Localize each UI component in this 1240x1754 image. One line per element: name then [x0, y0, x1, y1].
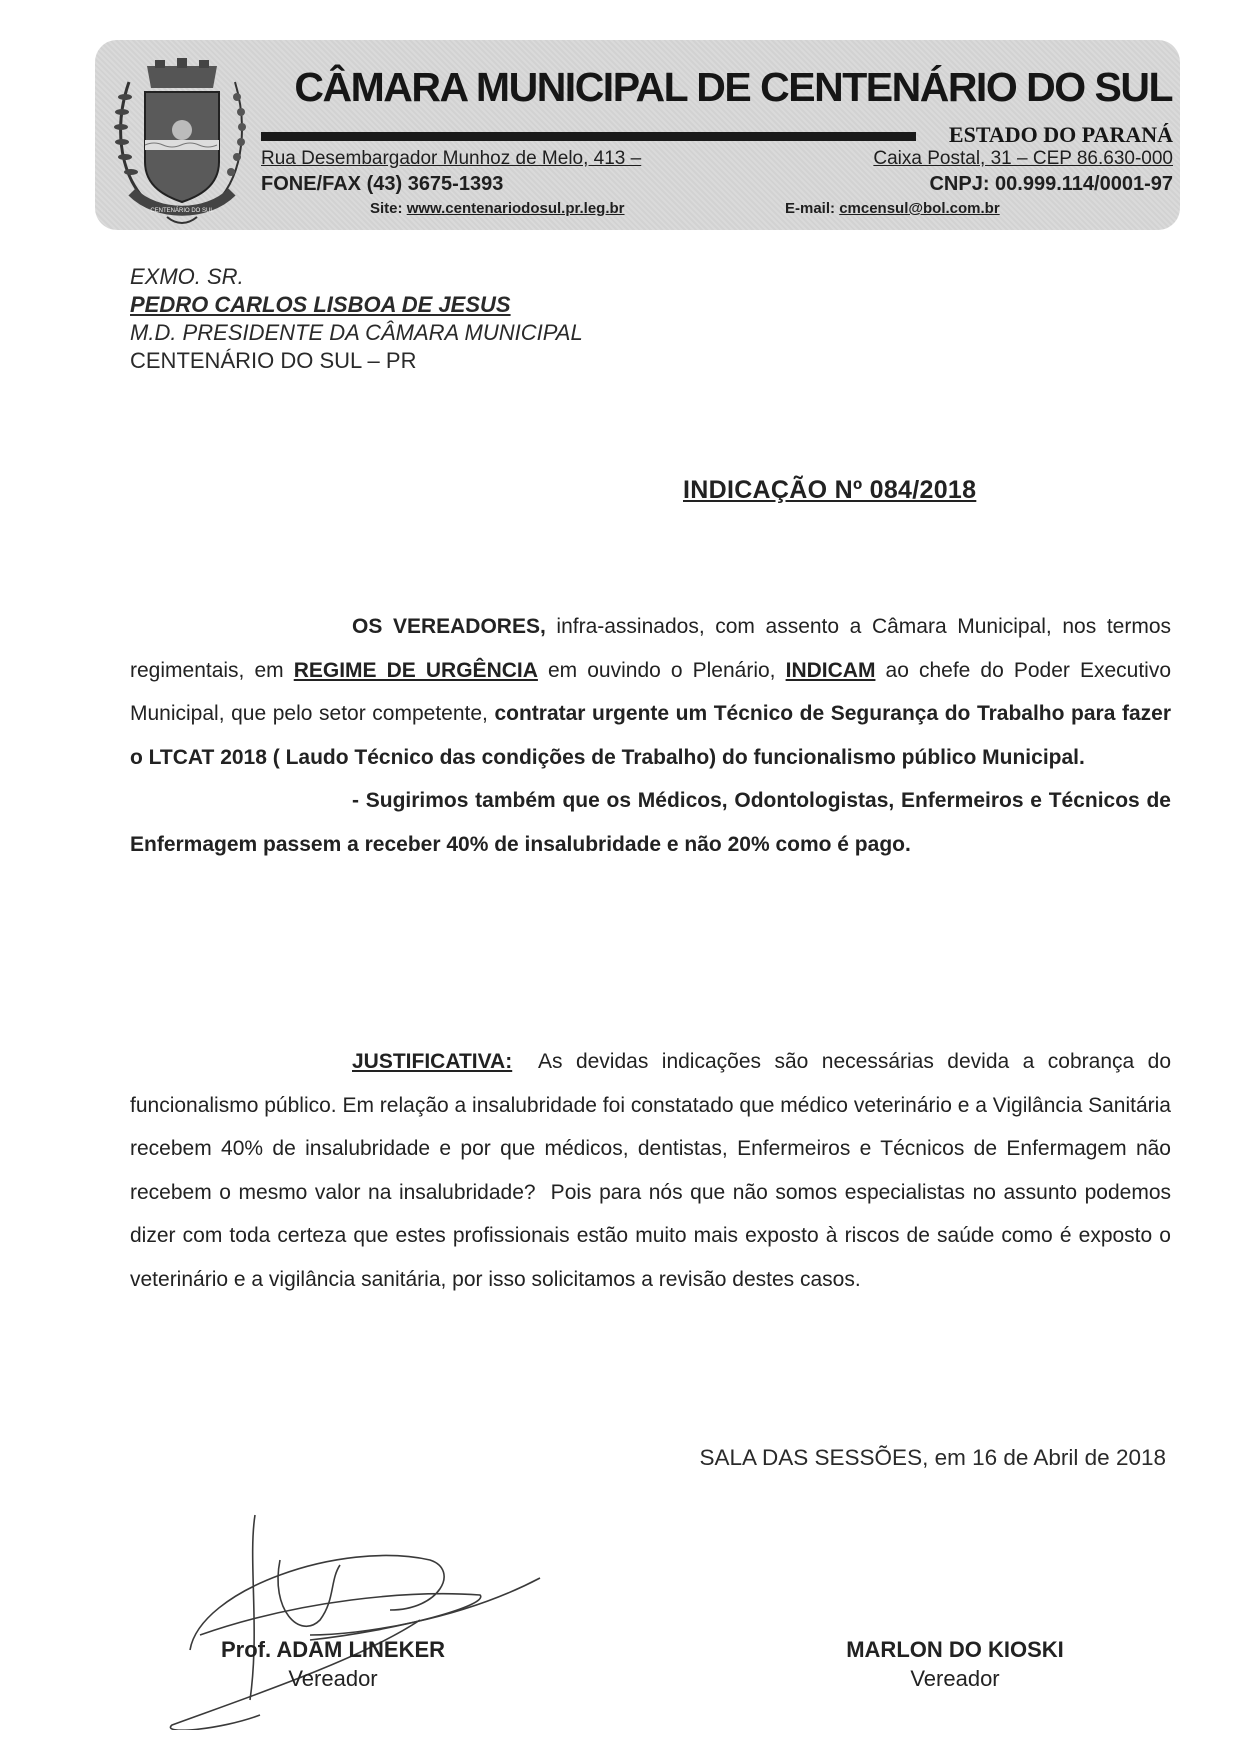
indicam-text: INDICAM: [785, 658, 876, 682]
body-text: em ouvindo o Plenário,: [537, 658, 786, 682]
site-link[interactable]: www.centenariodosul.pr.leg.br: [406, 200, 625, 217]
cnpj: CNPJ: 00.999.114/0001-97: [929, 173, 1173, 195]
request-text: contratar urgente um Técnico de Segurança do Trabalho para fazer o LTCAT 2018 ( Laudo Técnico das condições de Trabalho) do funcionalismo público Municipal.: [130, 702, 1171, 769]
document-title: INDICAÇÃO Nº 084/2018: [683, 476, 977, 504]
phone-fax: FONE/FAX (43) 3675-1393: [261, 173, 504, 195]
letterhead: [95, 40, 1180, 230]
svg-text:CENTENÁRIO DO SUL: CENTENÁRIO DO SUL: [150, 208, 214, 214]
justification-label: JUSTIFICATIVA:: [352, 1050, 513, 1073]
justification-text: As devidas indicações são necessárias devida a cobrança do funcionalismo público. Em relação a insalubridade foi constatado que médico veterinário e a Vigilância Sanitária recebem 40% de insalubridade e por que médicos, dentistas, Enfermeiros e Técnicos de Enfermagem não recebem o mesmo valor na insalubridade? Pois para nós que não somos especialistas no assunto podemos dizer com toda certeza que estes profissionais estão muito mais exposto à riscos de saúde como é exposto o veterinário e a vigilância sanitária, por isso solicitamos a revisão destes casos.: [130, 1050, 1177, 1291]
lead-text: OS VEREADORES,: [352, 615, 546, 638]
salutation: EXMO. SR.: [130, 264, 244, 289]
street-address: Rua Desembargador Munhoz de Melo, 413 –: [261, 148, 642, 169]
session-date: SALA DAS SESSÕES, em 16 de Abril de 2018: [699, 1445, 1166, 1470]
signatory-role: Vereador: [288, 1666, 378, 1691]
header-divider: [261, 132, 916, 141]
address: [261, 148, 1173, 170]
signatory-name: MARLON DO KIOSKI: [846, 1637, 1064, 1662]
email-link[interactable]: cmcensul@bol.com.br: [839, 200, 1000, 217]
signatory-name: Prof. ADAM LINEKER: [220, 1637, 446, 1662]
institution-name: CÂMARA MUNICIPAL DE CENTENÁRIO DO SUL: [294, 64, 1172, 110]
addressee-location: CENTENÁRIO DO SUL – PR: [130, 348, 417, 373]
suggestion-text: - Sugirimos também que os Médicos, Odontologistas, Enfermeiros e Técnicos de Enfermagem passem a receber 40% de insalubridade e não 20% como é pago.: [130, 789, 1171, 856]
handwritten-signature-icon: [160, 1500, 620, 1730]
website: [370, 200, 625, 217]
state-name: ESTADO DO PARANÁ: [948, 122, 1173, 147]
justification-paragraph: [130, 1040, 1177, 1301]
body-text: infra-assinados, com assento a Câmara Municipal, nos termos regimentais, em: [130, 615, 1171, 682]
urgency-text: REGIME DE URGÊNCIA: [293, 658, 538, 682]
body-text: ao chefe do Poder Executivo Municipal, que pelo setor competente,: [130, 658, 1172, 725]
addressee-block: [130, 263, 583, 375]
email: [785, 200, 1000, 217]
indication-paragraph: [130, 605, 1171, 866]
site-label: Site:: [370, 200, 407, 217]
addressee-position: M.D. PRESIDENTE DA CÂMARA MUNICIPAL: [130, 320, 583, 345]
email-label: E-mail:: [785, 200, 840, 217]
municipal-coat-of-arms-icon: [107, 52, 257, 227]
addressee-name: PEDRO CARLOS LISBOA DE JESUS: [130, 292, 511, 317]
signatory-role: Vereador: [910, 1666, 1000, 1691]
postal-info: Caixa Postal, 31 – CEP 86.630-000: [873, 148, 1173, 169]
